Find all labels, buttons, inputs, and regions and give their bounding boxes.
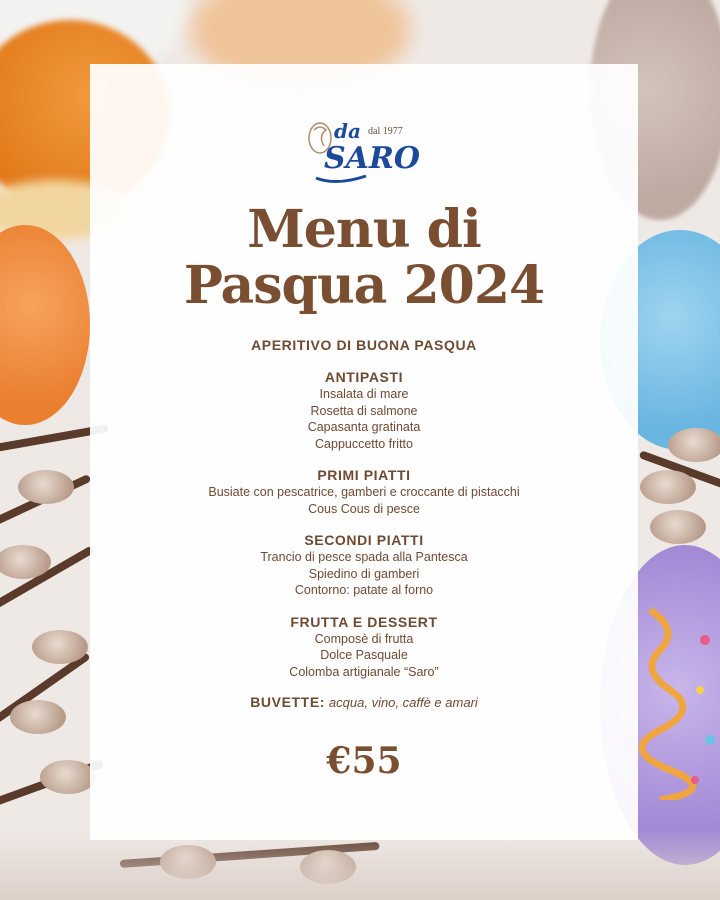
menu-list	[90, 336, 638, 710]
egg-decoration-icon	[630, 600, 720, 800]
menu-item: Contorno: patate al forno	[294, 583, 434, 597]
logo-da: da	[334, 119, 361, 143]
page-title	[90, 199, 638, 316]
section-primi-piatti	[90, 466, 638, 517]
menu-item: Trancio di pesce spada alla Pantesca	[260, 550, 468, 564]
menu-price: €55	[326, 740, 402, 782]
bottom-haze	[0, 830, 720, 900]
menu-item: Capasanta gratinata	[307, 420, 421, 434]
logo-since: dal 1977	[368, 126, 403, 137]
da-saro-logo	[306, 116, 426, 192]
menu-item: Dolce Pasquale	[320, 648, 408, 662]
title-line-1: Menu di	[247, 199, 481, 260]
willow-catkin	[10, 700, 66, 734]
buvette-line	[90, 694, 638, 710]
willow-catkin	[18, 470, 74, 504]
menu-card	[90, 64, 638, 840]
title-line-2: Pasqua 2024	[183, 255, 545, 316]
section-frutta-e-dessert	[90, 613, 638, 681]
willow-catkin	[32, 630, 88, 664]
section-antipasti	[90, 368, 638, 452]
aperitivo-heading: APERITIVO DI BUONA PASQUA	[251, 337, 477, 353]
willow-catkin	[640, 470, 696, 504]
willow-catkin	[40, 760, 96, 794]
menu-item: Cappuccetto fritto	[315, 436, 413, 451]
buvette-text: acqua, vino, caffè e amari	[328, 695, 478, 710]
menu-item: Cous Cous di pesce	[308, 501, 420, 516]
section-title: PRIMI PIATTI	[317, 467, 411, 483]
buvette-label: BUVETTE:	[250, 694, 326, 710]
logo-brand: SARO	[324, 141, 421, 176]
menu-item: Colomba artigianale “Saro”	[289, 664, 439, 679]
menu-item: Composè di frutta	[314, 631, 414, 646]
menu-item: Busiate con pescatrice, gamberi e croccante di pistacchi	[208, 485, 520, 499]
menu-item: Insalata di mare	[319, 387, 409, 401]
willow-catkin	[650, 510, 706, 544]
section-title: ANTIPASTI	[324, 369, 404, 385]
menu-item: Rosetta di salmone	[310, 403, 418, 418]
section-title: FRUTTA E DESSERT	[290, 613, 438, 630]
menu-item: Spiedino di gamberi	[308, 566, 420, 581]
section-secondi-piatti	[90, 531, 638, 599]
section-title: SECONDI PIATTI	[304, 532, 424, 548]
orange-easter-egg	[0, 225, 90, 425]
willow-catkin	[668, 428, 720, 462]
